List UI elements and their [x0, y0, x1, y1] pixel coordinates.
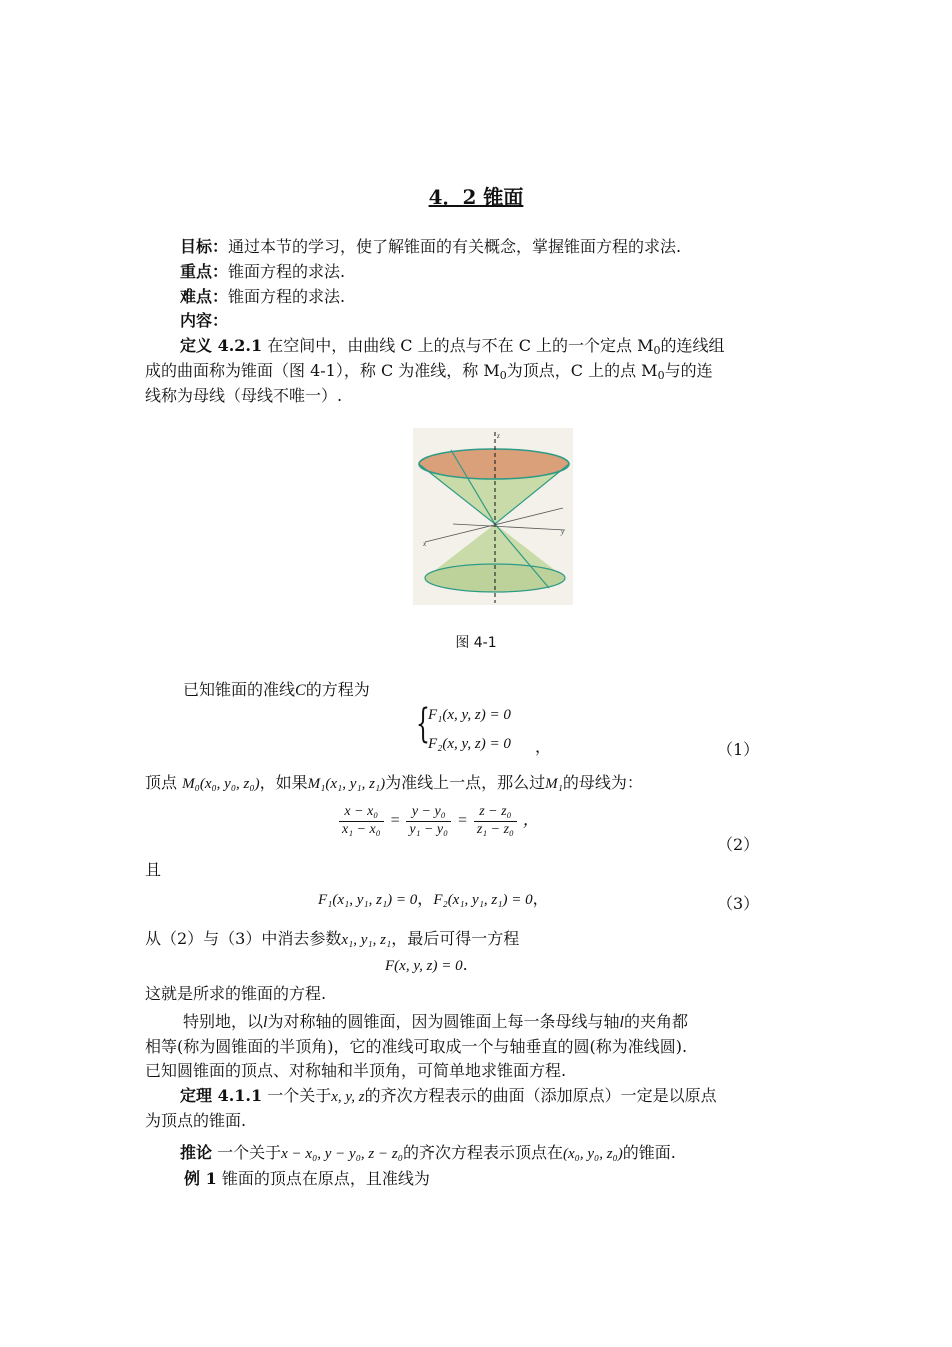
system-brace: {: [416, 701, 430, 747]
difficulty-line: [180, 287, 345, 306]
definition-text-2-end: 与的连: [664, 361, 713, 380]
subscript: 0: [657, 369, 665, 382]
fraction-z: [474, 804, 517, 839]
fraction-y-num: y − y₀: [406, 804, 451, 822]
fraction-y-den: y₁ − y₀: [409, 821, 449, 837]
eq4-expression: F(x, y, z) = 0: [385, 958, 463, 974]
eq1-line-1: F₁(x, y, z) = 0: [428, 707, 511, 723]
upper-cone-rim: [419, 449, 569, 479]
cone-illustration: [413, 428, 573, 605]
theorem-line-2: 为顶点的锥面.: [145, 1111, 247, 1130]
eliminate-text-1: 从（2）与（3）中消去参数: [145, 929, 342, 948]
special-text-1b: 为对称轴的圆锥面，因为圆锥面上每一条母线与轴: [267, 1012, 620, 1031]
x-axis-label: x: [423, 540, 427, 548]
fraction-y: [406, 804, 451, 839]
eq3-left: F₁(x₁, y₁, z₁) = 0: [318, 892, 418, 908]
eq3-comma: ，: [532, 889, 549, 908]
key-text: 锥面方程的求法.: [228, 262, 346, 281]
special-line-2: 相等(称为圆锥面的半顶角)，它的准线可取成一个与轴垂直的圆(称为准线圆).: [145, 1037, 688, 1056]
point-m1: M₁(x₁, y₁, z₁): [307, 776, 386, 792]
corollary-text-2: 的齐次方程表示顶点在: [402, 1143, 563, 1162]
eq4-period: .: [462, 955, 468, 974]
key-label: 重点：: [180, 262, 229, 281]
equals-sign: =: [457, 811, 468, 829]
definition-text-1-end: 的连线组: [660, 336, 725, 355]
subscript: 0: [499, 369, 507, 382]
definition-text-2: 成的曲面称为锥面（图 4-1），称 C 为准线，称 M: [145, 361, 500, 380]
definition-text-1: 在空间中，由曲线 C 上的点与不在 C 上的一个定点 M: [267, 336, 654, 355]
and-text: 且: [145, 860, 162, 879]
subscript: 0: [653, 344, 661, 357]
goal-text: 通过本节的学习，使了解锥面的有关概念，掌握锥面方程的求法.: [228, 237, 682, 256]
vertex-text-4: 的母线为：: [562, 773, 643, 792]
point-m1-ref: M₁: [545, 776, 563, 792]
eq3-right: F₂(x₁, y₁, z₁) = 0: [433, 892, 533, 908]
fraction-x-den: x₁ − x₀: [342, 821, 381, 837]
eq1-line-2: F₂(x, y, z) = 0: [428, 736, 511, 752]
fraction-z-den: z₁ − z₀: [476, 821, 514, 837]
params: x₁, y₁, z₁: [341, 932, 392, 948]
known-text-end: 的方程为: [305, 680, 370, 699]
example-text: 锥面的顶点在原点，且准线为: [221, 1169, 430, 1188]
y-axis-label: y: [561, 528, 565, 536]
vertex-text-1: 顶点: [145, 773, 178, 792]
section-title: 4．2 锥面: [428, 185, 524, 209]
corollary-text-1: 一个关于: [217, 1143, 282, 1162]
definition-line-3: 线称为母线（母线不唯一）.: [145, 386, 343, 405]
axis-l: l: [619, 1014, 624, 1031]
eq2-fractions: [337, 804, 539, 839]
eq2-number: （2）: [717, 835, 760, 854]
theorem-text-2: 的齐次方程表示的曲面（添加原点）一定是以原点: [364, 1086, 717, 1105]
special-text-1a: 特别地，以: [183, 1012, 264, 1031]
goal-label: 目标：: [180, 237, 229, 256]
directrix-variable: C: [295, 682, 306, 699]
vertex-line: [145, 773, 643, 793]
content-label: 内容：: [180, 311, 229, 330]
corollary-line: [180, 1143, 676, 1163]
eliminate-line: [145, 929, 519, 949]
example-label: 例 1: [184, 1169, 217, 1188]
theorem-vars: x, y, z: [331, 1089, 365, 1105]
definition-text-2-mid: 为顶点，C 上的点 M: [506, 361, 658, 380]
fraction-z-num: z − z₀: [474, 804, 517, 822]
equals-sign: =: [389, 811, 401, 829]
corollary-label: 推论: [180, 1143, 213, 1162]
fraction-x-num: x − x₀: [339, 804, 384, 822]
theorem-line-1: [180, 1086, 717, 1106]
vertex-m0: M₀(x₀, y₀, z₀): [182, 776, 260, 792]
eq3-separator: ，: [417, 889, 434, 908]
corollary-vars: x − x₀, y − y₀, z − z₀: [281, 1146, 403, 1162]
eq2-comma: ，: [522, 811, 539, 829]
corollary-text-3: 的锥面.: [622, 1143, 676, 1162]
key-line: [180, 262, 345, 281]
eq3-number: （3）: [717, 894, 760, 913]
cone-figure: [413, 428, 573, 605]
axis-l: l: [263, 1014, 268, 1031]
known-text: 已知锥面的准线: [183, 680, 296, 699]
figure-caption: 图 4-1: [455, 635, 497, 651]
special-line-1: [183, 1012, 688, 1032]
definition-line-2: [145, 361, 713, 382]
conclusion-line: 这就是所求的锥面的方程.: [145, 984, 327, 1003]
z-axis-label: z: [497, 432, 500, 440]
eq1-number: （1）: [717, 740, 760, 759]
corollary-point: (x₀, y₀, z₀): [562, 1146, 623, 1162]
eliminate-text-2: ，最后可得一方程: [391, 929, 520, 948]
eq1-comma: ，: [535, 737, 552, 756]
difficulty-text: 锥面方程的求法.: [228, 287, 346, 306]
goal-line: [180, 237, 681, 256]
eq4-line: [385, 955, 468, 975]
theorem-text-1: 一个关于: [267, 1086, 332, 1105]
special-text-1c: 的夹角都: [623, 1012, 688, 1031]
eq3-line: [318, 889, 549, 909]
difficulty-label: 难点：: [180, 287, 229, 306]
vertex-text-2: ，如果: [259, 773, 308, 792]
definition-line-1: [180, 336, 725, 357]
theorem-label: 定理 4.1.1: [180, 1086, 263, 1105]
example-line: [184, 1169, 430, 1188]
vertex-text-3: 为准线上一点，那么过: [385, 773, 546, 792]
special-line-3: 已知圆锥面的顶点、对称轴和半顶角，可简单地求锥面方程.: [145, 1061, 567, 1080]
definition-label: 定义 4.2.1: [180, 336, 263, 355]
known-line: [183, 680, 370, 700]
fraction-x: [339, 804, 384, 839]
